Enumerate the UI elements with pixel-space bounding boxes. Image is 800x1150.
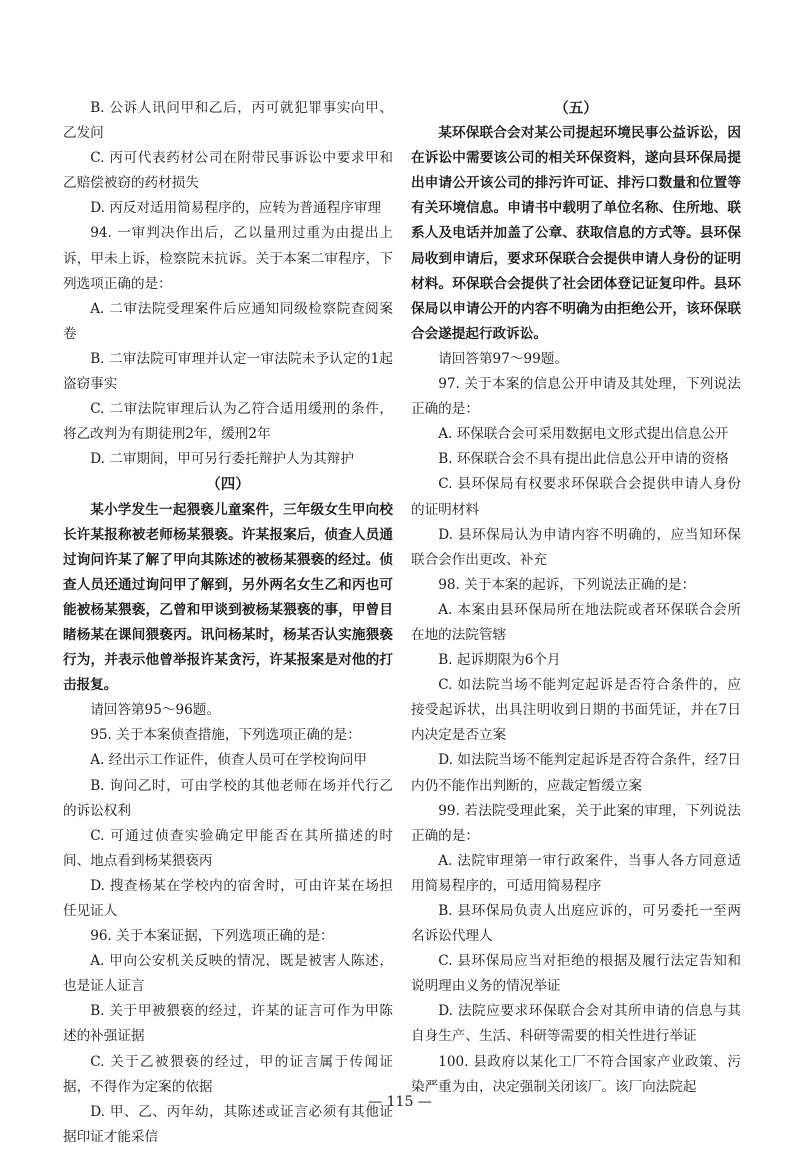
question-97-option-b: B. 环保联合会不具有提出此信息公开申请的资格: [438, 451, 729, 468]
section-4-title: （四）: [206, 476, 250, 494]
question-94-option-a: A. 二审法院受理案件后应通知同级检察院查阅案卷: [63, 300, 393, 342]
question-98-option-d: D. 如法院当场不能判定起诉是否符合条件，经7日内仍不能作出判断的，应裁定暂缓立案: [411, 752, 741, 794]
question-98: 98. 关于本案的起诉，下列说法正确的是：: [438, 576, 696, 593]
case-5-prompt: 请回答第97～99题。: [438, 350, 568, 367]
case-4-text: 某小学发生一起猥亵儿童案件，三年级女生甲向校长许某报称被老师杨某猥亵。许某报案后，侦查人员通过询问许某了解了甲向其陈述的被杨某猥亵的经过。侦查人员还通过询问甲了解到，另外两名女生乙和丙也可能被杨某猥亵，乙曾和甲谈到被杨某猥亵的事，甲曾目睹杨某在课间猥亵丙。讯问杨某时，杨某否认实施猥亵行为，并表示他曾举报许某贪污，许某报案是对他的打击报复。: [63, 501, 393, 694]
page-number: — 115 —: [368, 1094, 432, 1110]
question-97: 97. 关于本案的信息公开申请及其处理，下列说法正确的是：: [411, 376, 741, 418]
question-96-option-c: C. 关于乙被猥亵的经过，甲的证言属于传闻证据，不得作为定案的依据: [63, 1053, 393, 1095]
question-99-option-b: B. 县环保局负责人出庭应诉的，可另委托一至两名诉讼代理人: [411, 903, 741, 945]
question-96-option-a: A. 甲向公安机关反映的情况，既是被害人陈述，也是证人证言: [63, 953, 393, 995]
question-96-option-b: B. 关于甲被猥亵的经过，许某的证言可作为甲陈述的补强证据: [63, 1003, 393, 1045]
question-99-option-d: D. 法院应要求环保联合会对其所申请的信息与其自身生产、生活、科研等需要的相关性进行举证: [411, 1003, 741, 1045]
option-d-prev: D. 丙反对适用简易程序的，应转为普通程序审理: [90, 200, 382, 217]
left-column: [63, 96, 393, 1150]
question-100: 100. 县政府以某化工厂不符合国家产业政策、污染严重为由，决定强制关闭该厂。该厂向法院起: [411, 1053, 741, 1095]
question-94-option-c: C. 二审法院审理后认为乙符合适用缓刑的条件，将乙改判为有期徒刑2年，缓刑2年: [63, 401, 393, 443]
question-95: 95. 关于本案侦查措施，下列选项正确的是：: [90, 727, 361, 744]
question-97-option-c: C. 县环保局有权要求环保联合会提供申请人身份的证明材料: [411, 476, 741, 518]
section-5-title: （五）: [554, 100, 598, 117]
question-96: 96. 关于本案证据，下列选项正确的是：: [90, 928, 334, 945]
question-95-option-a: A. 经出示工作证件，侦查人员可在学校询问甲: [90, 752, 367, 769]
question-97-option-d: D. 县环保局认为申请内容不明确的，应当知环保联合会作出更改、补充: [411, 526, 741, 568]
case-5-text: 某环保联合会对某公司提起环境民事公益诉讼，因在诉讼中需要该公司的相关环保资料，遂向县环保局提出申请公开该公司的排污许可证、排污口数量和位置等有关环境信息。申请书中载明了单位名称、住所地、联系人及电话并加盖了公章、获取信息的方式等。县环保局收到申请后，要求环保联合会提供申请人身份的证明材料。环保联合会提供了社会团体登记证复印件。县环保局以申请公开的内容不明确为由拒绝公开，该环保联合会遂提起行政诉讼。: [411, 125, 741, 342]
question-95-option-b: B. 询问乙时，可由学校的其他老师在场并代行乙的诉讼权利: [63, 777, 393, 819]
question-96-option-d: D. 甲、乙、丙年幼，其陈述或证言必须有其他证据印证才能采信: [63, 1103, 393, 1145]
option-b-prev: B. 公诉人讯问甲和乙后，丙可就犯罪事实向甲、乙发问: [63, 100, 393, 142]
question-99-option-c: C. 县环保局应当对拒绝的根据及履行法定告知和说明理由义务的情况举证: [411, 953, 741, 995]
question-94: 94. 一审判决作出后，乙以量刑过重为由提出上诉，甲未上诉，检察院未抗诉。关于本案二审程序，下列选项正确的是：: [63, 225, 393, 292]
question-95-option-d: D. 搜查杨某在学校内的宿舍时，可由许某在场担任见证人: [63, 877, 393, 919]
question-95-option-c: C. 可通过侦查实验确定甲能否在其所描述的时间、地点看到杨某猥亵丙: [63, 827, 393, 869]
right-column: [411, 96, 741, 1100]
question-98-option-a: A. 本案由县环保局所在地法院或者环保联合会所在地的法院管辖: [411, 601, 741, 643]
question-98-option-b: B. 起诉期限为6个月: [438, 652, 561, 669]
question-99: 99. 若法院受理此案，关于此案的审理，下列说法正确的是：: [411, 802, 741, 844]
question-94-option-b: B. 二审法院可审理并认定一审法院未予认定的1起盗窃事实: [63, 350, 393, 393]
question-98-option-c: C. 如法院当场不能判定起诉是否符合条件的，应接受起诉状，出具注明收到日期的书面凭证，并在7日内决定是否立案: [411, 677, 741, 744]
case-4-prompt: 请回答第95～96题。: [90, 702, 220, 719]
option-c-prev: C. 丙可代表药材公司在附带民事诉讼中要求甲和乙赔偿被窃的药材损失: [63, 150, 393, 192]
question-99-option-a: A. 法院审理第一审行政案件，当事人各方同意适用简易程序的，可适用简易程序: [411, 852, 741, 894]
question-94-option-d: D. 二审期间，甲可另行委托辩护人为其辩护: [90, 451, 354, 468]
question-97-option-a: A. 环保联合会可采用数据电文形式提出信息公开: [438, 426, 729, 443]
